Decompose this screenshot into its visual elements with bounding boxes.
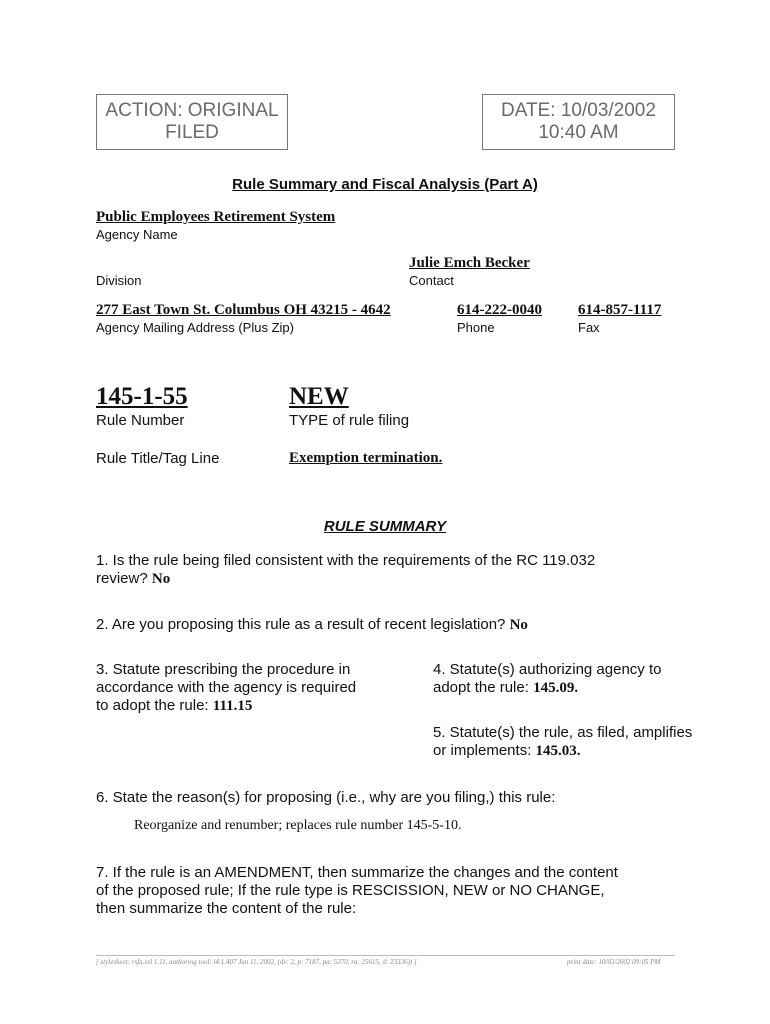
rule-type: NEW (289, 383, 349, 410)
question-2-answer: No (509, 617, 528, 633)
date-stamp (482, 94, 675, 150)
question-3-line1: 3. Statute prescribing the procedure in (96, 661, 351, 678)
rule-title-label: Rule Title/Tag Line (96, 450, 220, 467)
phone-label: Phone (457, 320, 495, 335)
contact-label: Contact (409, 273, 454, 288)
question-5 (433, 724, 733, 760)
action-stamp-line1: ACTION: ORIGINAL (105, 100, 279, 121)
question-2-text: 2. Are you proposing this rule as a result of recent legislation? (96, 616, 506, 633)
question-1-line2 (96, 570, 696, 588)
question-3 (96, 661, 396, 715)
agency-phone: 614-222-0040 (457, 302, 542, 318)
question-1-answer: No (151, 571, 171, 587)
fax-label: Fax (578, 320, 600, 335)
question-4-text: adopt the rule: (433, 679, 529, 696)
action-stamp-line2: FILED (165, 122, 219, 143)
question-3-line2: accordance with the agency is required (96, 679, 357, 696)
contact-name: Julie Emch Becker (409, 255, 530, 271)
question-6: 6. State the reason(s) for proposing (i.e., why are you filing,) this rule: (96, 789, 556, 806)
date-stamp-line1: DATE: 10/03/2002 (501, 100, 656, 121)
question-7-line3: then summarize the content of the rule: (96, 900, 357, 917)
question-7 (96, 864, 716, 918)
date-stamp-line2: 10:40 AM (538, 122, 619, 143)
agency-address-label: Agency Mailing Address (Plus Zip) (96, 320, 294, 335)
agency-name-label: Agency Name (96, 227, 178, 242)
footer-print-date: print date: 10/03/2002 09:05 PM (567, 958, 661, 966)
footer-stylesheet-info: [ stylesheet: rsfa.xsl 1.11, authoring tool: i4.1.407 Jan 11, 2002, (dv: 2, p: 7187, pa: 5270, ra: 25615, d: 23336)) ] (96, 958, 417, 966)
agency-address: 277 East Town St. Columbus OH 43215 - 4642 (96, 302, 391, 318)
question-1-line1: 1. Is the rule being filed consistent with the requirements of the RC 119.032 (96, 552, 596, 569)
rule-number-label: Rule Number (96, 412, 185, 429)
question-7-line2: of the proposed rule; If the rule type is RESCISSION, NEW or NO CHANGE, (96, 882, 605, 899)
question-2 (96, 616, 696, 634)
question-7-line1: 7. If the rule is an AMENDMENT, then summarize the changes and the content (96, 864, 618, 881)
question-5-answer: 145.03. (535, 743, 581, 759)
rule-type-label: TYPE of rule filing (289, 412, 410, 429)
agency-name: Public Employees Retirement System (96, 209, 336, 225)
question-1 (96, 552, 696, 588)
question-5-line2 (433, 742, 733, 760)
question-5-text: or implements: (433, 742, 532, 759)
question-4-answer: 145.09. (533, 680, 579, 696)
footer-divider (96, 955, 674, 956)
question-3-text: to adopt the rule: (96, 697, 209, 714)
rule-title: Exemption termination. (289, 450, 443, 466)
rule-summary-heading: RULE SUMMARY (323, 518, 447, 535)
action-stamp (96, 94, 288, 150)
document-title: Rule Summary and Fiscal Analysis (Part A) (232, 176, 538, 193)
question-4-line1: 4. Statute(s) authorizing agency to (433, 661, 662, 678)
rule-number: 145-1-55 (96, 383, 188, 410)
question-1-text: review? (96, 570, 148, 587)
question-6-answer: Reorganize and renumber; replaces rule number 145-5-10. (134, 818, 462, 833)
question-3-line3 (96, 697, 396, 715)
division-label: Division (96, 273, 142, 288)
question-4 (433, 661, 723, 697)
question-5-line1: 5. Statute(s) the rule, as filed, amplifies (433, 724, 693, 741)
question-3-answer: 111.15 (212, 698, 253, 714)
question-4-line2 (433, 679, 723, 697)
agency-fax: 614-857-1117 (578, 302, 662, 318)
